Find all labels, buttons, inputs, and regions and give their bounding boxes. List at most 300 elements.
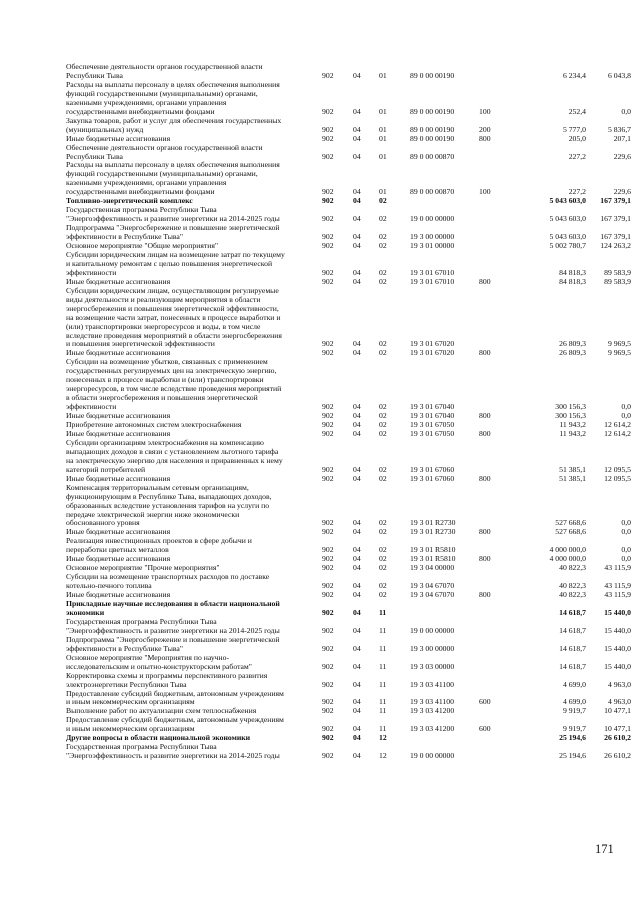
- row-grbs: 902: [322, 187, 334, 197]
- row-name-line: энергоресурсов, в том числе вследствие проведения мероприятий: [66, 384, 282, 394]
- row-grbs: 902: [322, 607, 334, 617]
- row-subsection: 02: [379, 473, 387, 483]
- row-amount-year-2: 0,0: [621, 402, 631, 412]
- row-grbs: 902: [322, 70, 334, 80]
- row-target-article: 89 0 00 00190: [410, 133, 455, 143]
- row-subsection: 02: [379, 196, 387, 206]
- row-amount-year-1: 84 818,3: [559, 267, 586, 277]
- row-target-article: 19 0 00 00000: [410, 625, 455, 635]
- row-grbs: 902: [322, 473, 334, 483]
- row-amount-year-2: 4 963,0: [607, 679, 631, 689]
- row-name-line: выпадающих доходов в связи с установлением льготного тарифа: [66, 446, 279, 456]
- row-section: 04: [353, 554, 361, 564]
- row-name-line: обоснованного уровня: [66, 518, 140, 528]
- row-name-line: государственными внебюджетными фондами: [66, 106, 215, 116]
- row-target-article: 19 3 01 R2730: [410, 518, 456, 528]
- row-amount-year-1: 4 000 000,0: [549, 545, 586, 555]
- row-expense-type: 800: [479, 276, 491, 286]
- row-amount-year-2: 167 379,1: [600, 196, 631, 206]
- row-subsection: 02: [379, 554, 387, 564]
- row-amount-year-1: 11 943,2: [559, 420, 586, 429]
- row-target-article: 19 3 01 67050: [410, 428, 455, 438]
- row-subsection: 02: [379, 339, 387, 349]
- row-amount-year-2: 15 440,0: [604, 643, 631, 653]
- row-section: 04: [353, 724, 361, 734]
- row-name-line: Подпрограмма "Энергосбережение и повышение энергетической: [66, 634, 280, 644]
- row-subsection: 02: [379, 545, 387, 555]
- row-name-line: (или) транспортировки энергоресурсов и воды, в том числе: [66, 321, 261, 331]
- row-amount-year-1: 9 919,7: [562, 724, 586, 734]
- row-amount-year-1: 5 043 603,0: [549, 214, 586, 224]
- row-section: 04: [353, 339, 361, 349]
- row-subsection: 11: [379, 607, 387, 617]
- row-amount-year-1: 51 385,1: [559, 464, 586, 474]
- row-name-line: функций государственными (муниципальными) органами,: [66, 88, 258, 98]
- row-amount-year-2: 9 969,5: [607, 348, 631, 358]
- row-section: 04: [353, 241, 361, 250]
- row-amount-year-2: 10 477,1: [604, 706, 631, 716]
- row-name-line: Иные бюджетные ассигнования: [66, 473, 171, 483]
- row-name-line: Государственная программа Республики Тыва: [66, 205, 217, 215]
- row-grbs: 902: [322, 518, 334, 528]
- row-target-article: 19 3 01 67050: [410, 420, 455, 429]
- row-name-line: в области энергосбережения и повышения энергетической: [66, 393, 258, 403]
- row-grbs: 902: [322, 133, 334, 143]
- row-section: 04: [353, 518, 361, 528]
- row-subsection: 02: [379, 232, 387, 242]
- row-amount-year-2: 5 836,7: [607, 124, 631, 134]
- row-section: 04: [353, 267, 361, 277]
- row-name-line: Другие вопросы в области национальной экономики: [66, 733, 251, 743]
- row-amount-year-2: 43 115,9: [604, 590, 631, 600]
- row-target-article: 19 3 01 67060: [410, 464, 455, 474]
- row-subsection: 11: [379, 661, 387, 671]
- row-section: 04: [353, 590, 361, 600]
- row-subsection: 11: [379, 724, 387, 734]
- row-name-line: Обеспечение деятельности органов государственной власти: [66, 62, 263, 71]
- row-section: 04: [353, 70, 361, 80]
- row-section: 04: [353, 428, 361, 438]
- row-subsection: 01: [379, 133, 387, 143]
- row-expense-type: 800: [479, 428, 491, 438]
- row-subsection: 02: [379, 464, 387, 474]
- row-name-line: Расходы на выплаты персоналу в целях обеспечения выполнения: [66, 160, 280, 170]
- row-name-line: Иные бюджетные ассигнования: [66, 276, 171, 286]
- row-grbs: 902: [322, 267, 334, 277]
- row-name-line: Субсидии на возмещение убытков, связанных с применением: [66, 357, 268, 367]
- row-subsection: 02: [379, 518, 387, 528]
- row-section: 04: [353, 706, 361, 716]
- row-subsection: 12: [379, 733, 387, 743]
- row-target-article: 19 3 03 41100: [410, 697, 454, 707]
- row-section: 04: [353, 464, 361, 474]
- row-grbs: 902: [322, 464, 334, 474]
- row-subsection: 01: [379, 106, 387, 116]
- row-section: 04: [353, 420, 361, 429]
- row-name-line: энергосбережения и повышения энергетической эффективности,: [66, 303, 279, 313]
- row-name-line: эффективности в Республике Тыва": [66, 643, 183, 653]
- row-section: 04: [353, 661, 361, 671]
- row-section: 04: [353, 643, 361, 653]
- row-subsection: 02: [379, 402, 387, 412]
- row-amount-year-1: 51 385,1: [559, 473, 586, 483]
- row-expense-type: 800: [479, 554, 491, 564]
- row-grbs: 902: [322, 697, 334, 707]
- row-amount-year-2: 15 440,0: [604, 625, 631, 635]
- row-section: 04: [353, 214, 361, 224]
- row-target-article: 89 0 00 00190: [410, 124, 455, 134]
- row-target-article: 19 0 00 00000: [410, 751, 455, 761]
- row-grbs: 902: [322, 151, 334, 161]
- row-name-line: Республики Тыва: [66, 70, 123, 80]
- page-number: 171: [595, 842, 614, 856]
- row-name-line: понесенных в процессе выработки и (или) транспортировки: [66, 375, 264, 385]
- row-amount-year-2: 167 379,1: [600, 232, 631, 242]
- row-target-article: 19 3 01 R5810: [410, 554, 456, 564]
- row-section: 04: [353, 133, 361, 143]
- row-grbs: 902: [322, 339, 334, 349]
- row-target-article: 19 3 01 67010: [410, 276, 455, 286]
- row-name-line: Иные бюджетные ассигнования: [66, 527, 171, 537]
- row-grbs: 902: [322, 545, 334, 555]
- row-amount-year-2: 26 610,2: [604, 733, 631, 743]
- row-grbs: 902: [322, 661, 334, 671]
- row-amount-year-2: 0,0: [621, 106, 631, 116]
- row-name-line: Республики Тыва: [66, 151, 123, 161]
- row-name-line: Субсидии юридическим лицам, осуществляющим регулируемые: [66, 285, 279, 295]
- row-subsection: 02: [379, 420, 387, 429]
- row-expense-type: 800: [479, 348, 491, 358]
- row-target-article: 19 3 04 00000: [410, 563, 455, 573]
- row-amount-year-2: 12 095,5: [604, 473, 631, 483]
- row-name-line: эффективности: [66, 402, 117, 412]
- row-name-line: на электрическую энергию для населения и приравненных к нему: [66, 455, 283, 465]
- row-name-line: Иные бюджетные ассигнования: [66, 133, 171, 143]
- row-section: 04: [353, 106, 361, 116]
- row-section: 04: [353, 697, 361, 707]
- row-grbs: 902: [322, 348, 334, 358]
- row-expense-type: 600: [479, 724, 491, 734]
- row-subsection: 12: [379, 751, 387, 761]
- row-amount-year-2: 89 583,9: [604, 276, 631, 286]
- row-amount-year-1: 205,0: [568, 133, 586, 143]
- row-section: 04: [353, 232, 361, 242]
- row-name-line: котельно-печного топлива: [66, 581, 152, 591]
- row-amount-year-2: 12 614,2: [604, 420, 631, 429]
- row-name-line: казенными учреждениями, органами управления: [66, 97, 227, 107]
- row-grbs: 902: [322, 276, 334, 286]
- row-grbs: 902: [322, 590, 334, 600]
- row-grbs: 902: [322, 643, 334, 653]
- row-name-line: Субсидии на возмещение транспортных расходов по доставке: [66, 572, 270, 582]
- row-name-line: Государственная программа Республики Тыва: [66, 616, 217, 626]
- row-section: 04: [353, 679, 361, 689]
- row-name-line: Реализация инвестиционных проектов в сфере добычи и: [66, 536, 252, 546]
- row-grbs: 902: [322, 581, 334, 591]
- row-name-line: Государственная программа Республики Тыва: [66, 742, 217, 752]
- row-amount-year-1: 6 234,4: [562, 70, 586, 80]
- row-target-article: 89 0 00 00190: [410, 106, 455, 116]
- row-amount-year-2: 229,6: [613, 151, 631, 161]
- row-name-line: Иные бюджетные ассигнования: [66, 554, 171, 564]
- row-amount-year-1: 5 777,0: [562, 124, 586, 134]
- row-name-line: переработки цветных металлов: [66, 545, 169, 555]
- row-amount-year-2: 0,0: [621, 545, 631, 555]
- row-target-article: 19 3 01 67010: [410, 267, 455, 277]
- row-expense-type: 800: [479, 133, 491, 143]
- row-section: 04: [353, 527, 361, 537]
- row-expense-type: 600: [479, 697, 491, 707]
- row-amount-year-1: 4 699,0: [562, 697, 586, 707]
- row-section: 04: [353, 402, 361, 412]
- row-amount-year-1: 26 809,3: [559, 348, 586, 358]
- row-name-line: Иные бюджетные ассигнования: [66, 590, 171, 600]
- row-section: 04: [353, 276, 361, 286]
- row-name-line: передаче электрической энергии ниже экономически: [66, 509, 240, 519]
- row-amount-year-1: 5 002 780,7: [549, 241, 586, 250]
- row-expense-type: 800: [479, 473, 491, 483]
- row-target-article: 19 3 04 67070: [410, 590, 455, 600]
- row-name-line: и иным некоммерческим организациям: [66, 697, 195, 707]
- row-expense-type: 100: [479, 106, 491, 116]
- row-grbs: 902: [322, 751, 334, 761]
- row-name-line: Выполнение работ по актуализации схем теплоснабжения: [66, 706, 257, 716]
- row-subsection: 02: [379, 267, 387, 277]
- row-name-line: исследовательским и опытно-конструкторским работам": [66, 661, 252, 671]
- row-amount-year-2: 9 969,5: [607, 339, 631, 349]
- row-section: 04: [353, 545, 361, 555]
- row-name-line: Основное мероприятие "Прочие мероприятия": [66, 563, 220, 573]
- row-target-article: 19 0 00 00000: [410, 214, 455, 224]
- row-name-line: Подпрограмма "Энергосбережение и повышение энергетической: [66, 223, 280, 233]
- row-name-line: Корректировка схемы и программы перспективного развития: [66, 670, 268, 680]
- row-target-article: 19 3 03 00000: [410, 661, 455, 671]
- row-subsection: 11: [379, 679, 387, 689]
- row-expense-type: 100: [479, 187, 491, 197]
- row-subsection: 02: [379, 590, 387, 600]
- row-name-line: государственными внебюджетными фондами: [66, 187, 215, 197]
- row-name-line: "Энергоэффективность и развитие энергетики на 2014-2025 годы: [66, 625, 280, 635]
- row-name-line: Субсидии юридическим лицам на возмещение затрат по текущему: [66, 249, 285, 259]
- row-name-line: Основное мероприятие "Мероприятия по научно-: [66, 652, 230, 662]
- row-grbs: 902: [322, 554, 334, 564]
- row-section: 04: [353, 625, 361, 635]
- row-target-article: 19 3 03 41200: [410, 724, 455, 734]
- row-grbs: 902: [322, 679, 334, 689]
- row-name-line: эффективности: [66, 267, 117, 277]
- row-grbs: 902: [322, 527, 334, 537]
- row-amount-year-1: 84 818,3: [559, 276, 586, 286]
- row-amount-year-2: 10 477,1: [604, 724, 631, 734]
- row-expense-type: 800: [479, 590, 491, 600]
- row-name-line: Иные бюджетные ассигнования: [66, 411, 171, 421]
- row-expense-type: 200: [479, 124, 491, 134]
- row-section: 04: [353, 411, 361, 421]
- row-grbs: 902: [322, 402, 334, 412]
- row-amount-year-2: 4 963,0: [607, 697, 631, 707]
- row-name-line: и повышения энергетической эффективности: [66, 339, 215, 349]
- row-target-article: 89 0 00 00870: [410, 151, 455, 161]
- row-grbs: 902: [322, 196, 334, 206]
- row-subsection: 02: [379, 563, 387, 573]
- row-target-article: 19 3 01 67040: [410, 411, 455, 421]
- row-name-line: Закупка товаров, работ и услуг для обеспечения государственных: [66, 115, 282, 125]
- row-amount-year-1: 40 822,3: [559, 563, 586, 573]
- row-amount-year-2: 15 440,0: [604, 607, 631, 617]
- row-name-line: вследствие проведения мероприятий в области энергосбережения: [66, 330, 282, 340]
- row-amount-year-2: 0,0: [621, 554, 631, 564]
- row-name-line: образованных вследствие установления тарифов на услуги по: [66, 500, 270, 510]
- row-grbs: 902: [322, 214, 334, 224]
- row-amount-year-1: 11 943,2: [559, 428, 586, 438]
- row-subsection: 02: [379, 581, 387, 591]
- row-subsection: 11: [379, 697, 387, 707]
- row-name-line: функционирующим в Республике Тыва, выпадающих доходов,: [66, 491, 272, 501]
- row-amount-year-1: 5 043 603,0: [549, 196, 586, 206]
- row-subsection: 11: [379, 625, 387, 635]
- row-name-line: экономики: [66, 607, 105, 617]
- row-name-line: Предоставление субсидий бюджетным, автономным учреждениям: [66, 688, 284, 698]
- row-name-line: категорий потребителей: [66, 464, 146, 474]
- row-target-article: 89 0 00 00190: [410, 70, 455, 80]
- row-section: 04: [353, 196, 361, 206]
- row-target-article: 19 3 03 41200: [410, 706, 455, 716]
- row-name-line: Предоставление субсидий бюджетным, автономным учреждениям: [66, 715, 284, 725]
- row-grbs: 902: [322, 411, 334, 421]
- row-amount-year-2: 43 115,9: [604, 563, 631, 573]
- row-amount-year-1: 14 618,7: [559, 607, 586, 617]
- row-amount-year-1: 252,4: [568, 106, 586, 116]
- row-amount-year-1: 25 194,6: [559, 733, 586, 743]
- row-section: 04: [353, 581, 361, 591]
- row-section: 04: [353, 124, 361, 134]
- row-amount-year-1: 227,2: [568, 151, 586, 161]
- row-target-article: 19 3 04 67070: [410, 581, 455, 591]
- row-subsection: 01: [379, 187, 387, 197]
- row-amount-year-2: 43 115,9: [604, 581, 631, 591]
- row-grbs: 902: [322, 706, 334, 716]
- row-amount-year-2: 0,0: [621, 518, 631, 528]
- row-amount-year-1: 300 156,3: [555, 411, 586, 421]
- row-grbs: 902: [322, 625, 334, 635]
- row-name-line: на возмещение части затрат, понесенных в процессе выработки и: [66, 312, 281, 322]
- row-target-article: 19 3 01 67020: [410, 348, 455, 358]
- row-name-line: Обеспечение деятельности органов государственной власти: [66, 142, 263, 152]
- row-grbs: 902: [322, 241, 334, 250]
- row-section: 04: [353, 607, 361, 617]
- row-grbs: 902: [322, 428, 334, 438]
- row-name-line: государственных регулируемых цен на электрическую энергию,: [66, 366, 277, 376]
- row-subsection: 02: [379, 527, 387, 537]
- row-name-line: Субсидии организациям электроснабжения на компенсацию: [66, 437, 264, 447]
- row-amount-year-1: 4 699,0: [562, 679, 586, 689]
- row-section: 04: [353, 563, 361, 573]
- row-amount-year-1: 227,2: [568, 187, 586, 197]
- row-name-line: Приобретение автономных систем электроснабжения: [66, 420, 242, 429]
- row-name-line: Компенсация территориальным сетевым организациям,: [66, 482, 249, 492]
- row-name-line: "Энергоэффективность и развитие энергетики на 2014-2025 годы: [66, 214, 280, 224]
- row-subsection: 11: [379, 643, 387, 653]
- row-amount-year-1: 9 919,7: [562, 706, 586, 716]
- row-name-line: электроэнергетики Республики Тыва: [66, 679, 187, 689]
- row-section: 04: [353, 751, 361, 761]
- row-subsection: 01: [379, 151, 387, 161]
- row-section: 04: [353, 151, 361, 161]
- row-amount-year-1: 14 618,7: [559, 643, 586, 653]
- row-name-line: Расходы на выплаты персоналу в целях обеспечения выполнения: [66, 79, 280, 89]
- row-name-line: функций государственными (муниципальными) органами,: [66, 169, 258, 179]
- row-amount-year-1: 527 668,6: [555, 527, 586, 537]
- row-amount-year-1: 300 156,3: [555, 402, 586, 412]
- row-amount-year-2: 207,1: [613, 133, 631, 143]
- row-name-line: казенными учреждениями, органами управления: [66, 178, 227, 188]
- row-subsection: 02: [379, 428, 387, 438]
- row-grbs: 902: [322, 232, 334, 242]
- row-subsection: 02: [379, 411, 387, 421]
- row-amount-year-2: 12 095,5: [604, 464, 631, 474]
- row-target-article: 19 3 00 00000: [410, 232, 455, 242]
- row-amount-year-2: 167 379,1: [600, 214, 631, 224]
- row-subsection: 01: [379, 70, 387, 80]
- row-expense-type: 800: [479, 527, 491, 537]
- row-amount-year-2: 229,6: [613, 187, 631, 197]
- row-name-line: (муниципальных) нужд: [66, 124, 144, 134]
- row-target-article: 89 0 00 00870: [410, 187, 455, 197]
- row-target-article: 19 3 01 67040: [410, 402, 455, 412]
- row-name-line: виды деятельности и реализующим мероприятия в области: [66, 294, 261, 304]
- row-amount-year-2: 6 043,8: [607, 70, 631, 80]
- row-expense-type: 800: [479, 411, 491, 421]
- row-amount-year-1: 26 809,3: [559, 339, 586, 349]
- row-subsection: 02: [379, 348, 387, 358]
- row-amount-year-2: 89 583,9: [604, 267, 631, 277]
- row-amount-year-1: 40 822,3: [559, 590, 586, 600]
- row-section: 04: [353, 473, 361, 483]
- row-section: 04: [353, 733, 361, 743]
- row-amount-year-1: 25 194,6: [559, 751, 586, 761]
- row-name-line: Иные бюджетные ассигнования: [66, 428, 171, 438]
- row-amount-year-1: 40 822,3: [559, 581, 586, 591]
- row-target-article: 19 3 01 67020: [410, 339, 455, 349]
- row-name-line: Основное мероприятие "Общие мероприятия": [66, 241, 219, 250]
- row-grbs: 902: [322, 563, 334, 573]
- row-amount-year-2: 0,0: [621, 411, 631, 421]
- row-target-article: 19 3 01 R5810: [410, 545, 456, 555]
- row-amount-year-2: 0,0: [621, 527, 631, 537]
- row-amount-year-2: 12 614,2: [604, 428, 631, 438]
- row-target-article: 19 3 03 41100: [410, 679, 454, 689]
- row-section: 04: [353, 187, 361, 197]
- row-grbs: 902: [322, 420, 334, 429]
- row-name-line: Иные бюджетные ассигнования: [66, 348, 171, 358]
- row-target-article: 19 3 01 00000: [410, 241, 455, 250]
- row-name-line: и капитальному ремонтам с целью повышения энергетической: [66, 258, 273, 268]
- row-name-line: и иным некоммерческим организациям: [66, 724, 195, 734]
- row-grbs: 902: [322, 733, 334, 743]
- row-grbs: 902: [322, 124, 334, 134]
- row-amount-year-1: 14 618,7: [559, 661, 586, 671]
- row-grbs: 902: [322, 724, 334, 734]
- row-amount-year-2: 26 610,2: [604, 751, 631, 761]
- row-name-line: Топливно-энергетический комплекс: [66, 196, 193, 206]
- row-subsection: 01: [379, 124, 387, 134]
- row-section: 04: [353, 348, 361, 358]
- row-amount-year-1: 527 668,6: [555, 518, 586, 528]
- row-name-line: эффективности в Республике Тыва": [66, 232, 183, 242]
- row-amount-year-2: 124 263,2: [600, 241, 631, 250]
- row-name-line: Прикладные научные исследования в области национальной: [66, 599, 280, 608]
- row-subsection: 02: [379, 214, 387, 224]
